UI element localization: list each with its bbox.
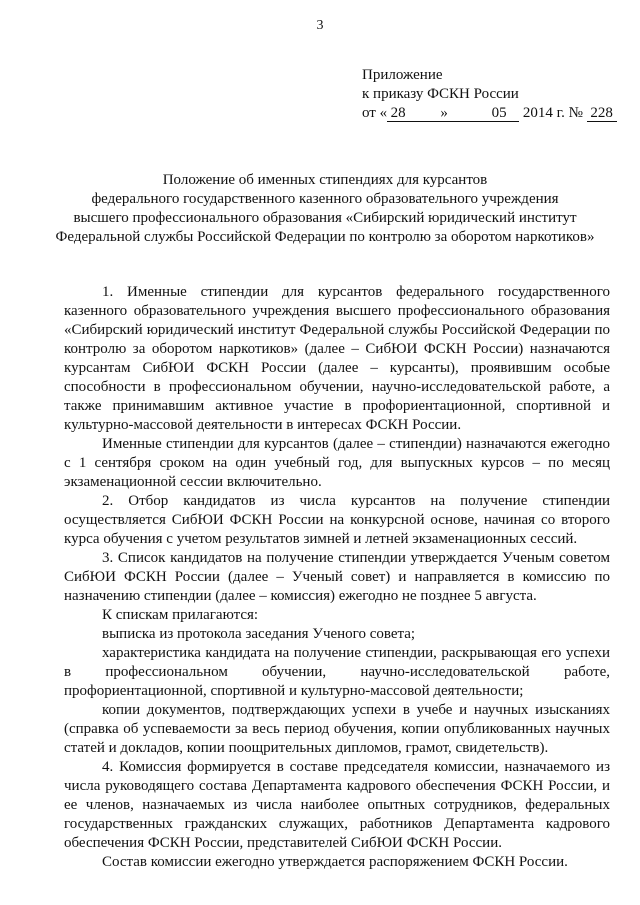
- paragraph: 3. Список кандидатов на получение стипендии утверждается Ученым советом СибЮИ ФСКН России (далее – Ученый совет) и направляется в комиссию по назначению стипендии (далее – комиссия) ежегодно не позднее 5 августа.: [64, 550, 610, 604]
- paragraph: выписка из протокола заседания Ученого совета;: [102, 626, 416, 642]
- date-prefix: от «: [362, 105, 388, 121]
- order-month: 05: [479, 106, 519, 122]
- order-number: 228: [587, 106, 617, 122]
- paragraph: характеристика кандидата на получение стипендии, раскрывающая его успехи в профессиональном обучении, научно-исследовательской работе, профориентационной, спортивной и культурно-массовой деятельности;: [64, 645, 610, 699]
- paragraph: 2. Отбор кандидатов из числа курсантов на получение стипендии осуществляется СибЮИ ФСКН России на конкурсной основе, начиная со второго курса обучения с учетом результатов зимней и летней экзаменационных сессий.: [64, 493, 610, 547]
- document-title: [30, 171, 620, 247]
- paragraph: копии документов, подтверждающих успехи в учебе и научных изысканиях (справка об успеваемости за весь период обучения, копии опубликованных научных статей и докладов, копии поощрительных дипломов, грамот, свидетельств).: [64, 702, 610, 756]
- title-line: федерального государственного казенного образовательного учреждения: [91, 191, 559, 207]
- paragraph: 1. Именные стипендии для курсантов федерального государственного казенного образовательного учреждения высшего профессионального образования «Сибирский юридический институт Федеральной службы Российской Федерации по контролю за оборотом наркотиков» (далее – СибЮИ ФСКН России) назначаются курсантам СибЮИ ФСКН России (далее – курсанты), проявившим особые способности в профессиональном обучении, научно-исследовательской работе, а также принимавшим активное участие в профориентационной, спортивной и культурно-массовой деятельности в интересах ФСКН России.: [64, 284, 610, 433]
- order-date-line: [362, 104, 617, 123]
- date-mid: »: [409, 106, 479, 122]
- title-line: Положение об именных стипендиях для курсантов: [162, 172, 488, 188]
- page-number: 3: [316, 18, 324, 33]
- appendix-block: [362, 66, 617, 123]
- paragraph: 4. Комиссия формируется в составе председателя комиссии, назначаемого из числа руководящего состава Департамента кадрового обеспечения ФСКН России, и ее членов, назначаемых из числа наиболее опытных сотрудников, федеральных государственных гражданских служащих, работников Департамента кадрового обеспечения ФСКН России, представителей СибЮИ ФСКН России.: [64, 759, 610, 851]
- order-day: 28: [387, 106, 409, 122]
- paragraph: Именные стипендии для курсантов (далее – стипендии) назначаются ежегодно с 1 сентября сроком на один учебный год, для выпускных курсов – по месяц экзаменационной сессии включительно.: [64, 436, 610, 490]
- order-year: 2014 г. №: [522, 105, 583, 121]
- title-line: Федеральной службы Российской Федерации по контролю за оборотом наркотиков»: [55, 229, 595, 245]
- title-line: высшего профессионального образования «Сибирский юридический институт: [73, 210, 577, 226]
- paragraph: Состав комиссии ежегодно утверждается распоряжением ФСКН России.: [102, 854, 568, 870]
- appendix-label: Приложение: [362, 67, 443, 83]
- document-body: [64, 283, 610, 872]
- order-reference: к приказу ФСКН России: [362, 86, 519, 102]
- paragraph: К спискам прилагаются:: [102, 607, 259, 623]
